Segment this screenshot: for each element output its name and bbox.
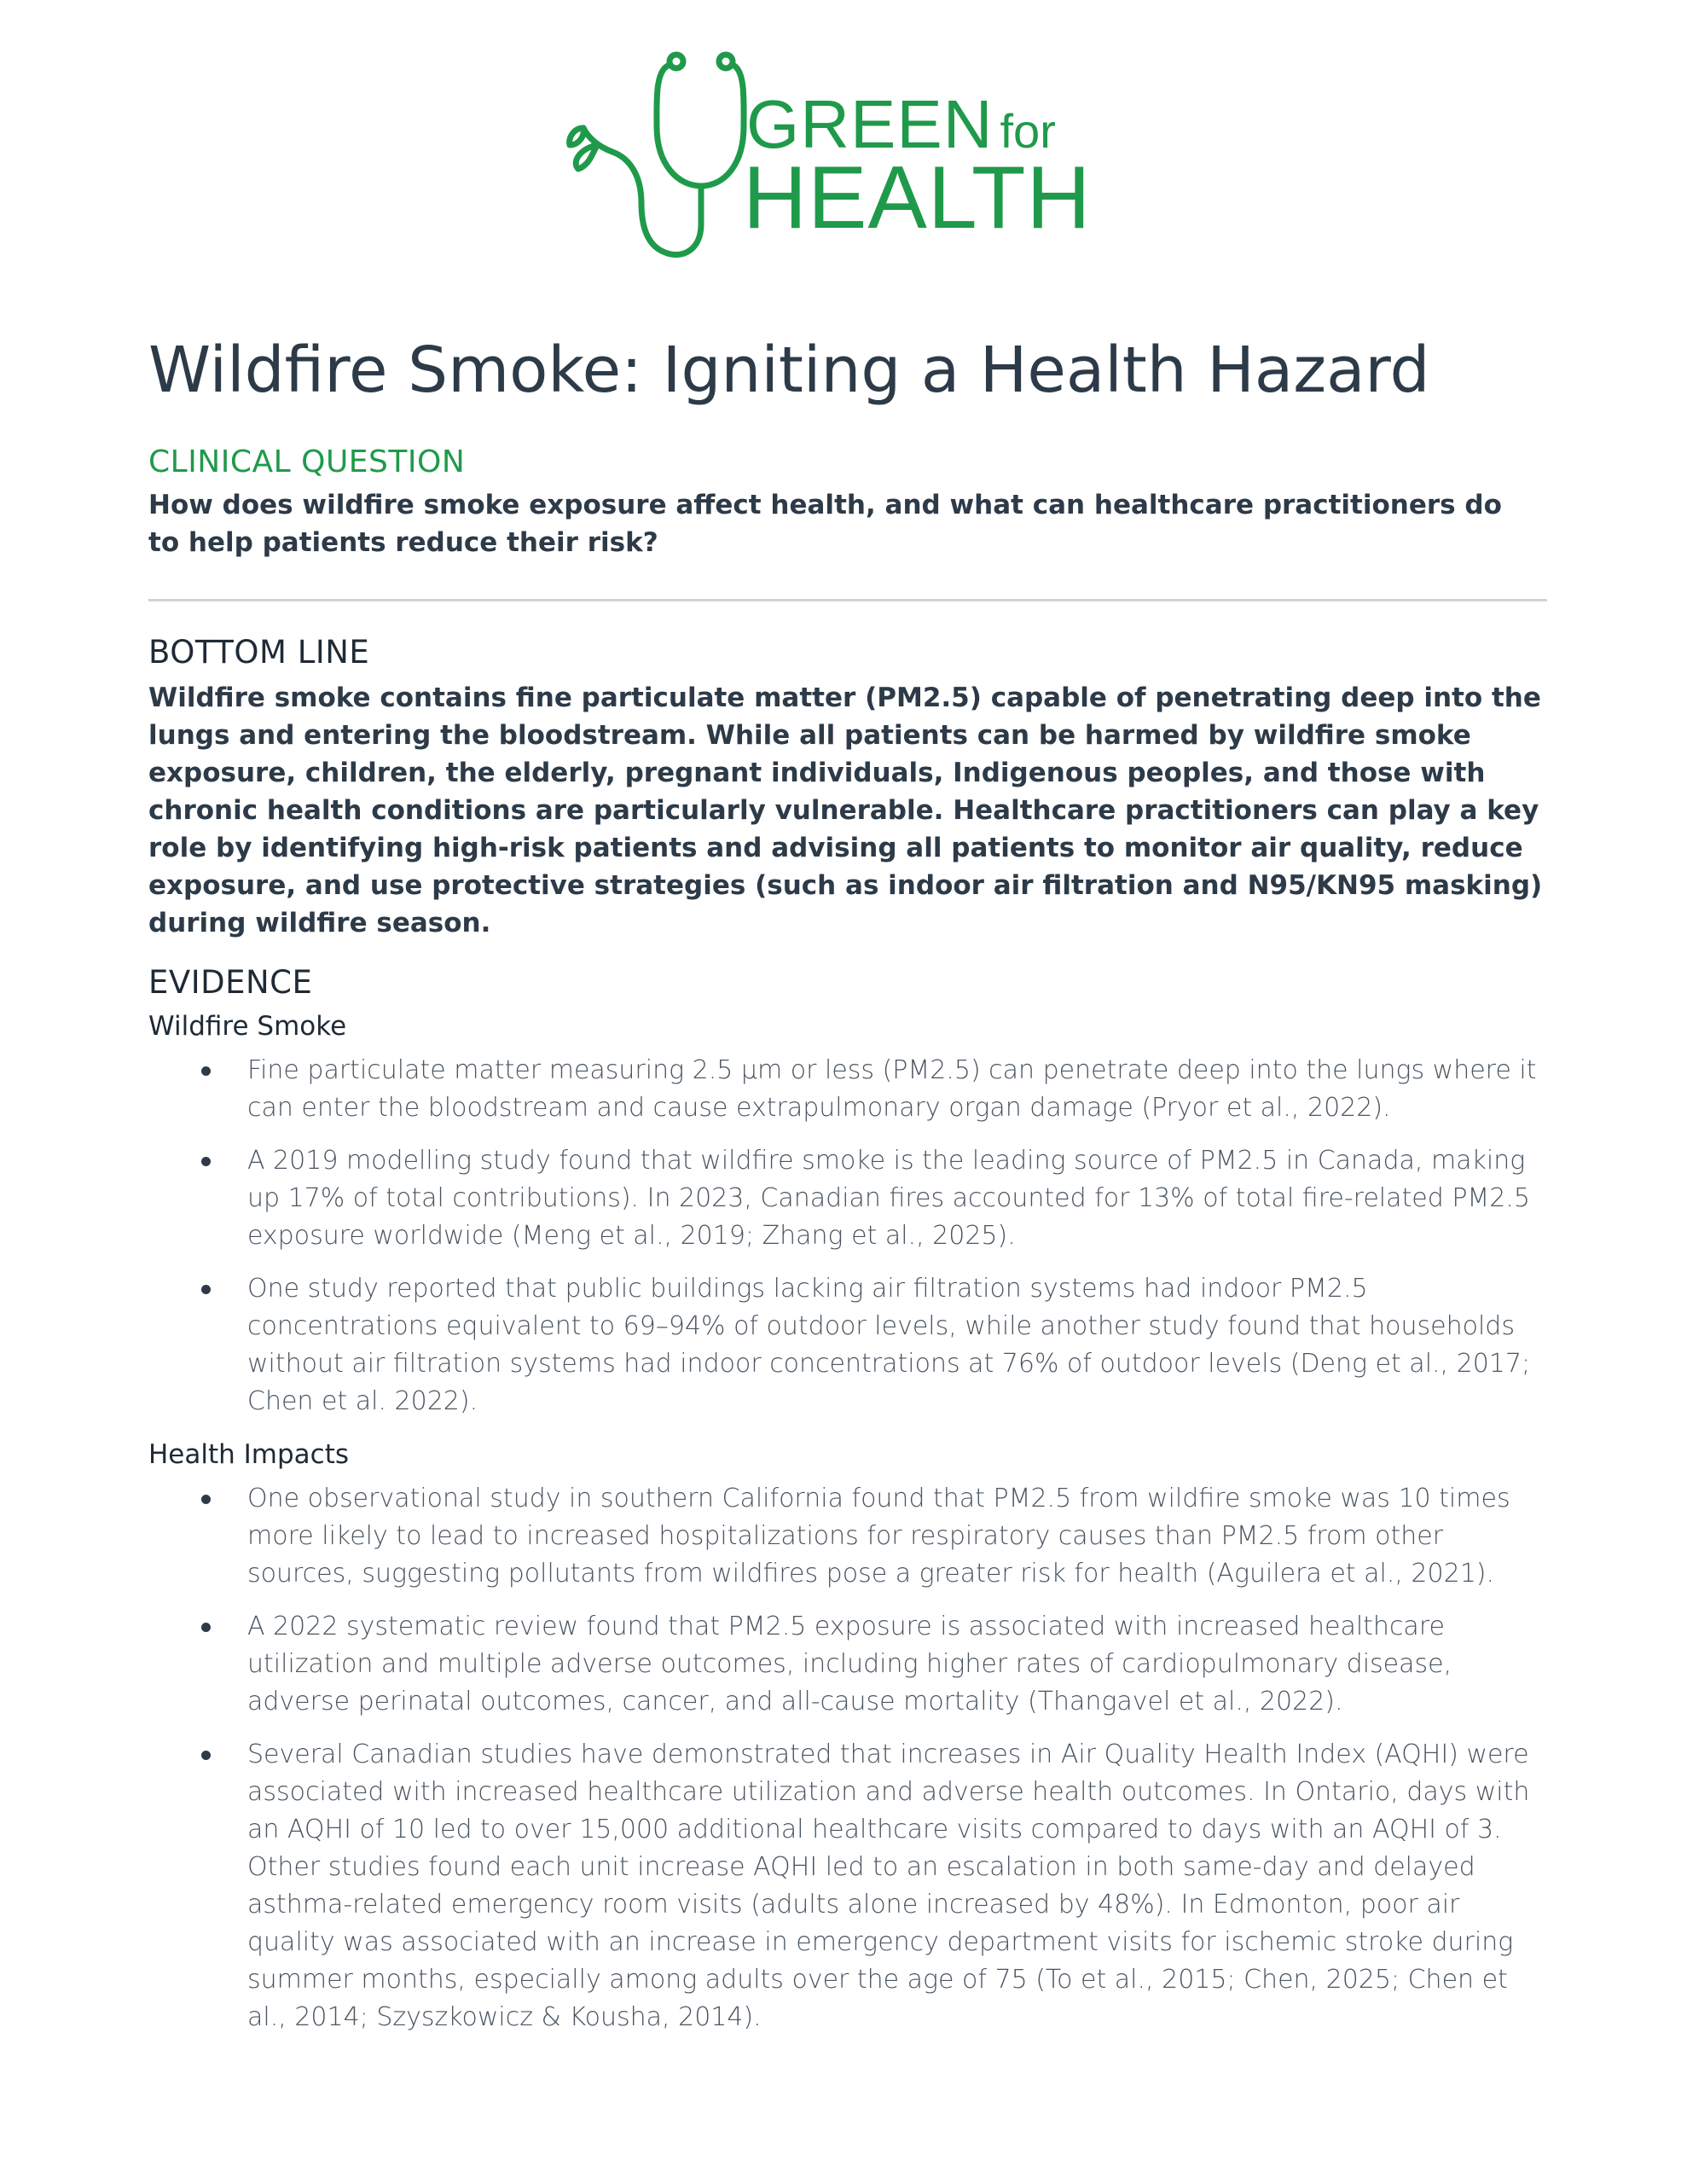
list-item-text: One observational study in southern California found that PM2.5 from wildfire smoke was 10 times more likely to lead to increased hospitalizations for respiratory causes than PM2.5 from other sources, suggesting pollutants from wildfires pose a greater risk for health (Aguilera et al., 2021). <box>247 1483 1510 1589</box>
section-divider <box>148 599 1547 601</box>
evidence-subheading-health-impacts: Health Impacts <box>148 1438 350 1470</box>
list-item <box>148 1052 1552 1127</box>
evidence-subheading-wildfire-smoke: Wildfire Smoke <box>148 1010 347 1042</box>
bullet-icon <box>201 1157 211 1166</box>
list-item-text: Several Canadian studies have demonstrated that increases in Air Quality Health Index (AQHI) were associated with increased healthcare utilization and adverse health outcomes. In Ontario, days with an AQHI of 10 led to over 15,000 additional healthcare visits compared to days with an AQHI of 3. Other studies found each unit increase AQHI led to an escalation in both same-day and delayed asthma-related emergency room visits (adults alone increased by 48%). In Edmonton, poor air quality was associated with an increase in emergency department visits for ischemic stroke during summer months, especially among adults over the age of 75 (To et al., 2015; Chen, 2025; Chen et al., 2014; Szyszkowicz & Kousha, 2014). <box>247 1739 1530 2032</box>
list-item-text: One study reported that public buildings lacking air filtration systems had indoor PM2.5 concentrations equivalent to 69–94% of outdoor levels, while another study found that households without air filtration systems had indoor concentrations at 76% of outdoor levels (Deng et al., 2017; Chen et al. 2022). <box>247 1273 1531 1416</box>
bullet-icon <box>201 1623 211 1632</box>
clinical-question-label: CLINICAL QUESTION <box>148 444 466 479</box>
logo-word-green: GREEN <box>746 86 994 162</box>
bullet-icon <box>201 1495 211 1504</box>
list-item-text: Fine particulate matter measuring 2.5 µm or less (PM2.5) can penetrate deep into the lungs where it can enter the bloodstream and cause extrapulmonary organ damage (Pryor et al., 2022). <box>247 1054 1537 1123</box>
bottom-line-heading: BOTTOM LINE <box>148 633 370 671</box>
health-impacts-list <box>148 1480 1547 2036</box>
list-item <box>148 1608 1552 1721</box>
wildfire-smoke-list <box>148 1052 1547 1420</box>
logo-word-health: HEALTH <box>743 148 1092 247</box>
logo-wordmark <box>743 86 1092 247</box>
list-item <box>148 1480 1552 1593</box>
clinical-question-text: How does wildfire smoke exposure affect health, and what can healthcare practitioners do to help patients reduce their risk? <box>148 489 1502 558</box>
main-content <box>148 333 1547 2052</box>
page-title: Wildfire Smoke: Igniting a Health Hazard <box>148 334 1430 407</box>
list-item <box>148 1142 1552 1255</box>
logo-word-for: for <box>1000 104 1056 158</box>
green-for-health-logo <box>546 49 1092 263</box>
list-item-text: A 2019 modelling study found that wildfire smoke is the leading source of PM2.5 in Canada, making up 17% of total contributions). In 2023, Canadian fires accounted for 13% of total fire-related PM2.5 exposure worldwide (Meng et al., 2019; Zhang et al., 2025). <box>247 1145 1530 1251</box>
bullet-icon <box>201 1285 211 1294</box>
bullet-icon <box>201 1066 211 1076</box>
evidence-heading: EVIDENCE <box>148 963 313 1001</box>
list-item-text: A 2022 systematic review found that PM2.5 exposure is associated with increased healthcare utilization and multiple adverse outcomes, including higher rates of cardiopulmonary disease, adverse perinatal outcomes, cancer, and all-cause mortality (Thangavel et al., 2022). <box>247 1611 1452 1716</box>
bottom-line-text: Wildfire smoke contains fine particulate matter (PM2.5) capable of penetrating deep into the lungs and entering the bloodstream. While all patients can be harmed by wildfire smoke exposure, children, the elderly, pregnant individuals, Indigenous peoples, and those with chronic health conditions are particularly vulnerable. Healthcare practitioners can play a key role by identifying high-risk patients and advising all patients to monitor air quality, reduce exposure, and use protective strategies (such as indoor air filtration and N95/KN95 masking) during wildfire season. <box>148 682 1543 938</box>
stethoscope-icon <box>546 49 751 263</box>
list-item <box>148 1270 1552 1420</box>
list-item <box>148 1736 1552 2036</box>
bullet-icon <box>201 1751 211 1760</box>
